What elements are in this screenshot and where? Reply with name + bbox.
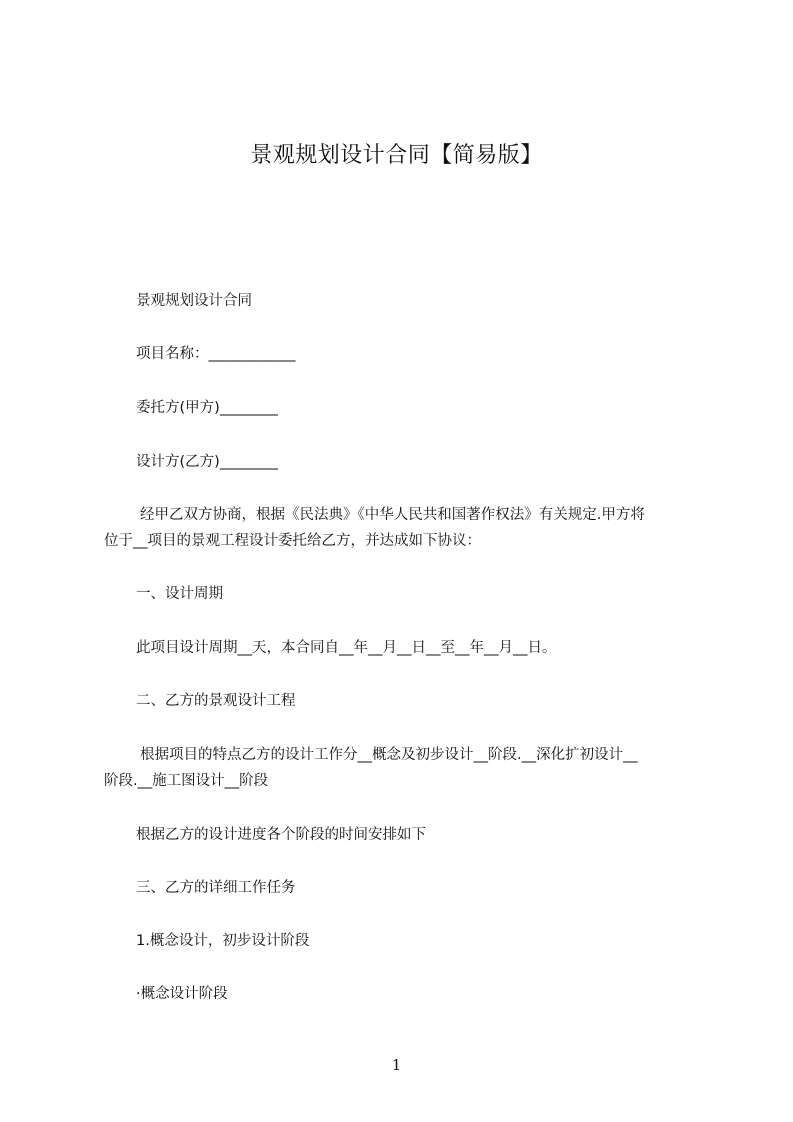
section-2-note: 根据乙方的设计进度各个阶段的时间安排如下 — [136, 827, 426, 843]
designer-party-field: 设计方(乙方)________ — [136, 454, 278, 470]
bullet-concept-design: ·概念设计阶段 — [136, 986, 228, 1002]
page-number: 1 — [391, 1056, 402, 1074]
section-3-title: 三、乙方的详细工作任务 — [136, 880, 296, 896]
intro-line-2: 位于__项目的景观工程设计委托给乙方，并达成如下协议： — [104, 533, 481, 549]
intro-paragraph — [104, 502, 704, 554]
intro-line-1: 经甲乙双方协商，根据《民法典》《中华人民共和国著作权法》有关规定.甲方将 — [140, 507, 645, 523]
section-2-title: 二、乙方的景观设计工程 — [136, 693, 296, 709]
section-2-paragraph — [104, 742, 704, 794]
section-1-title: 一、设计周期 — [136, 586, 223, 602]
section-1-body: 此项目设计周期__天，本合同自__年__月__日__至__年__月__日。 — [136, 640, 557, 656]
project-name-field: 项目名称：____________ — [136, 346, 296, 362]
item-1: 1.概念设计，初步设计阶段 — [136, 933, 310, 949]
document-title: 景观规划设计合同【简易版】 — [250, 143, 543, 168]
section-2-line-1: 根据项目的特点乙方的设计工作分__概念及初步设计__阶段.__深化扩初设计__ — [140, 747, 638, 763]
contract-heading: 景观规划设计合同 — [136, 293, 252, 309]
section-2-line-2: 阶段.__施工图设计__阶段 — [104, 773, 269, 789]
client-party-field: 委托方(甲方)________ — [136, 400, 278, 416]
